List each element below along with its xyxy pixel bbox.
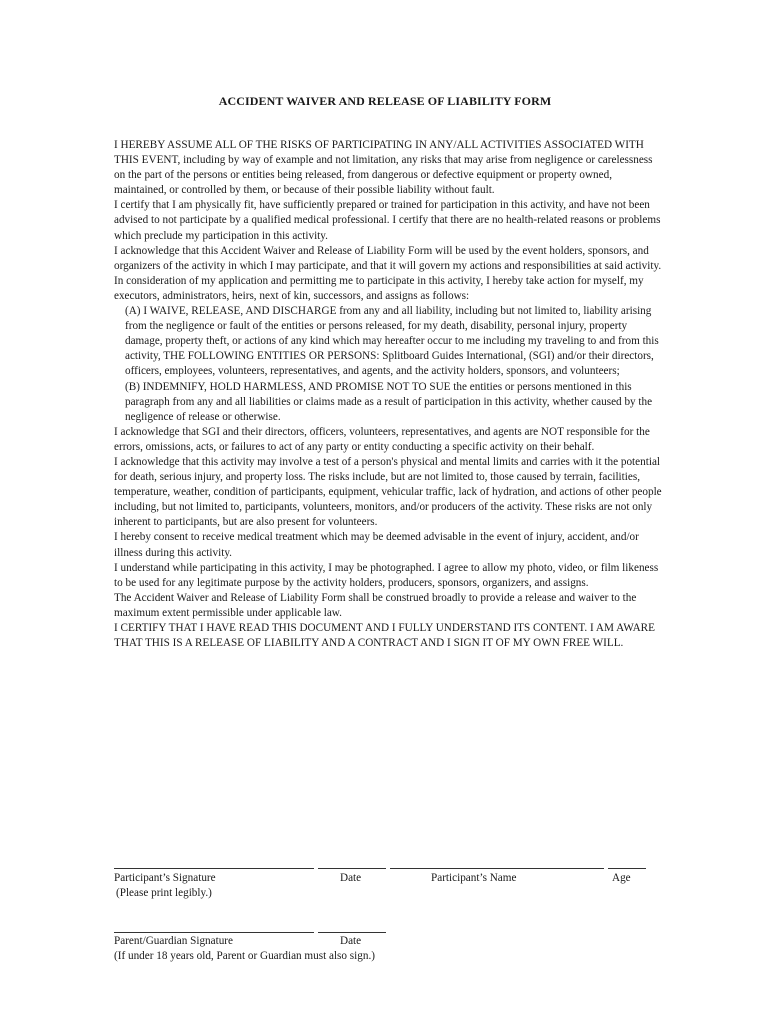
participant-signature-label: Participant’s Signature (114, 872, 216, 884)
guardian-required-note: (If under 18 years old, Parent or Guardian must also sign.) (114, 950, 375, 962)
risks-paragraph: I acknowledge that this activity may involve a test of a person's physical and mental limits and carries with it the potential for death, serious injury, and property loss. The risks include, but are not limited to, those caused by terrain, facilities, temperature, weather, condition of participants, equipment, vehicular traffic, lack of hydration, and actions of other people including, but not limited to, participants, volunteers, monitors, and/or producers of the activity. These risks are not only inherent to participants, but are also present for volunteers. (114, 455, 662, 529)
guardian-date-label: Date (340, 935, 362, 947)
participant-name-line[interactable] (390, 868, 604, 869)
age-label: Age (612, 872, 631, 884)
participant-signature-line[interactable] (114, 868, 314, 869)
sgi-responsibility-paragraph: I acknowledge that SGI and their directors, officers, volunteers, representatives, and agents are NOT responsible for the errors, omissions, acts, or failures to act of any party or entity conducting a specific activity on their behalf. (114, 425, 650, 453)
construction-paragraph: The Accident Waiver and Release of Liability Form shall be construed broadly to provide a release and waiver to the maximum extent permissible under applicable law. (114, 591, 637, 619)
certification-paragraph: I CERTIFY THAT I HAVE READ THIS DOCUMENT AND I FULLY UNDERSTAND ITS CONTENT. I AM AWARE THAT THIS IS A RELEASE OF LIABILITY AND A CONTRACT AND I SIGN IT OF MY OWN FREE WILL. (114, 622, 655, 650)
participant-name-label: Participant’s Name (431, 872, 517, 884)
assumption-of-risk-paragraph: I HEREBY ASSUME ALL OF THE RISKS OF PARTICIPATING IN ANY/ALL ACTIVITIES ASSOCIATED WITH THIS EVENT, including by way of example and not limitation, any risks that may arise from negligence or carelessness on the part of the persons or entities being released, from dangerous or defective equipment or property owned, maintained, or controlled by them, or because of their possible liability without fault. (114, 139, 653, 197)
participant-date-line[interactable] (318, 868, 386, 869)
indemnify-clause-b: (B) INDEMNIFY, HOLD HARMLESS, AND PROMISE NOT TO SUE the entities or persons mentioned in this paragraph from any and all liabilities or claims made as a result of participation in this activity, whether caused by the negligence of release or otherwise. (125, 380, 653, 423)
participant-age-line[interactable] (608, 868, 646, 869)
guardian-date-line[interactable] (318, 932, 386, 933)
photo-release-paragraph: I understand while participating in this activity, I may be photographed. I agree to allow my photo, video, or film likeness to be used for any legitimate purpose by the activity holders, producers, sponsors, organizers, and assigns. (114, 561, 659, 589)
form-title: ACCIDENT WAIVER AND RELEASE OF LIABILITY FORM (218, 94, 552, 108)
guardian-signature-line[interactable] (114, 932, 314, 933)
medical-consent-paragraph: I hereby consent to receive medical treatment which may be deemed advisable in the event of injury, accident, and/or illness during this activity. (114, 531, 639, 559)
waiver-clause-a: (A) I WAIVE, RELEASE, AND DISCHARGE from any and all liability, including but not limited to, liability arising from the negligence or fault of the entities or persons released, for my death, disability, personal injury, property damage, property theft, or actions of any kind which may hereafter occur to me including my traveling to and from this activity, THE FOLLOWING ENTITIES OR PERSONS: Splitboard Guides International, (SGI) and/or their directors, officers, employees, volunteers, representatives, and agents, and the activity holders, sponsors, and volunteers; (125, 305, 659, 378)
date-label: Date (340, 872, 362, 884)
guardian-signature-label: Parent/Guardian Signature (114, 935, 233, 947)
form-body (114, 138, 662, 651)
consideration-paragraph: In consideration of my application and permitting me to participate in this activity, I hereby take action for myself, my executors, administrators, heirs, next of kin, successors, and assigns as follows: (114, 274, 644, 302)
physical-fitness-paragraph: I certify that I am physically fit, have sufficiently prepared or trained for participation in this activity, and have not been advised to not participate by a qualified medical professional. I certify that there are no health-related reasons or problems which preclude my participation in this activity. (114, 199, 661, 242)
form-usage-paragraph: I acknowledge that this Accident Waiver and Release of Liability Form will be used by the event holders, sponsors, and organizers of the activity in which I may participate, and that it will govern my actions and responsibilities at said activity. (114, 244, 662, 272)
print-legibly-note: (Please print legibly.) (116, 887, 212, 899)
